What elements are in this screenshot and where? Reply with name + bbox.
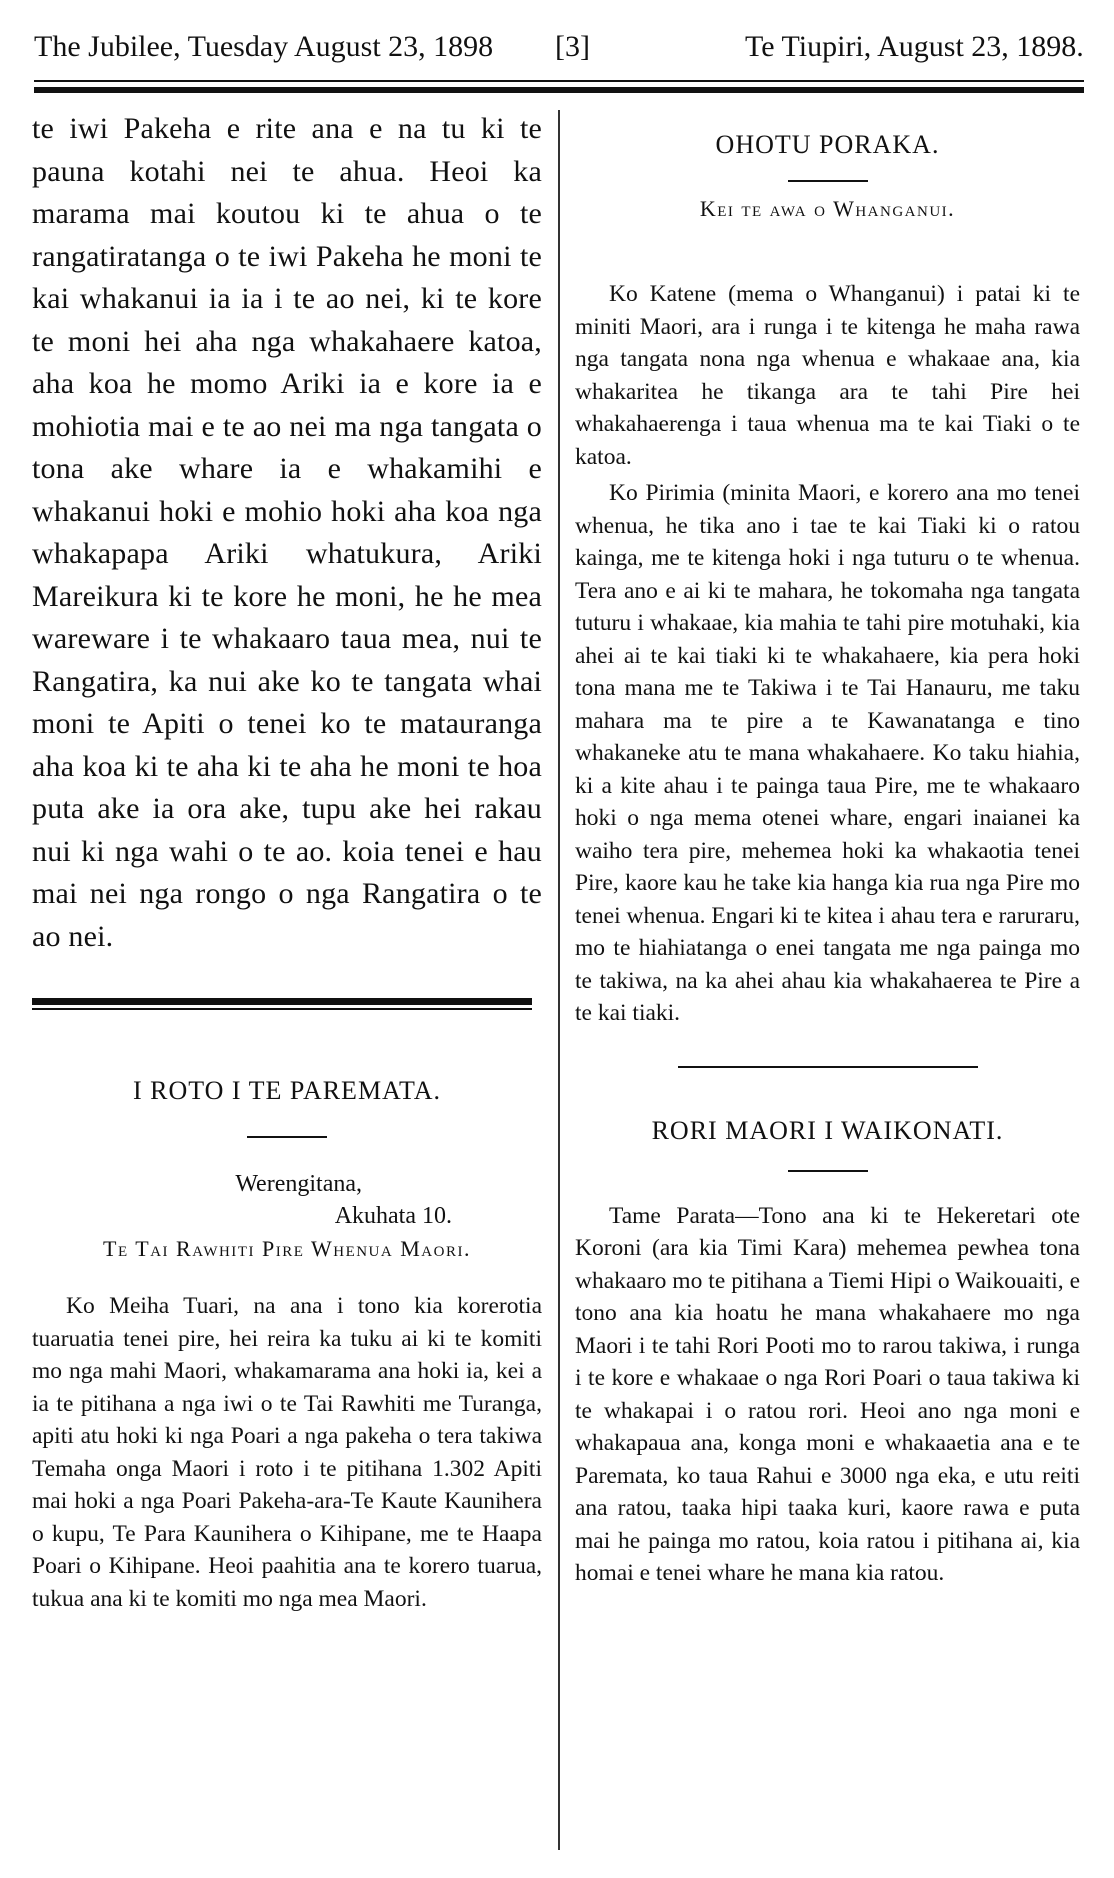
section-heading-paremata: I ROTO I TE PAREMATA. xyxy=(132,1076,442,1105)
column-divider xyxy=(558,110,560,1850)
article-paragraph: Ko Katene (mema o Whanganui) i patai ki te miniti Maori, ara i runga i te kitenga he maha rawa nga tangata nona nga whenua e whakaae ana, kia whakaritea he tikanga ara te tahi Pire hei whakahaerenga i taua whenua ma te kai Tiaki o te katoa. xyxy=(575,281,1080,470)
article-paragraph: Tame Parata—Tono ana ki te Hekeretari ote Koroni (ara kia Timi Kara) mehemea pewhea tona whakaaro mo te pitihana a Tiemi Hipi o Waikouaiti, e tono ana kia hoatu he mana whakahaere mo nga Maori i te tahi Rori Pooti mo to rarou takiwa, i runga i te kore e whakaae o nga Rori Poari o taua takiwa ki te whakapai i o ratou rori. Heoi ano nga moni e whakapaua ana, konga moni e whakaaetia ana e te Paremata, ko taua Rahui e 3000 nga eka, e utu reiti ana ratou, taaka hipi taaka kuri, kaore rawa e puta mai he painga mo ratou, koia ratou i pitihana ai, kia homai e tenei whare he mana kia ratou. xyxy=(575,1202,1080,1586)
article-subheading: Te Tai Rawhiti Pire Whenua Maori. xyxy=(103,1236,471,1261)
section-divider xyxy=(32,998,542,1014)
masthead-maori-title: Te Tiupiri, August 23, 1898. xyxy=(745,30,1084,63)
dateline-place: Werengitana, xyxy=(235,1171,362,1197)
masthead xyxy=(0,0,1114,110)
section-subheading-whanganui: Kei te awa o Whanganui. xyxy=(699,196,956,221)
article-paragraph: Ko Meiha Tuari, na ana i tono kia korerotia tuaruatia tenei pire, hei reira ka tuku ai ki te komiti mo nga mahi Maori, whakamarama ana hoki ia, kei a ia te pitihana a nga iwi o te Tai Rawhiti me Turanga, apiti atu hoki ki nga Poari a nga pakeha o tera takiwa Temaha onga Maori i roto i te pitihana 1.302 Apiti mai hoki a nga Poari Pakeha-ara-Te Kaute Kaunihera o kupu, Te Para Kaunihera o Kihipane, me te Haapa Poari o Kihipane. Heoi paahitia ana te korero tuarua, tukua ana ki te komiti mo nga mea Maori. xyxy=(32,1293,542,1612)
masthead-rule-thin xyxy=(34,80,1084,82)
article-paragraph: Ko Pirimia (minita Maori, e korero ana mo tenei whenua, he tika ano i tae te kai Tiaki ki o ratou kainga, me te kitenga hoki i nga tuturu o te whenua. Tera ano e ai ki te mahara, he tokomaha nga tangata tuturu i whakaae, kia mahia te tahi pire motuhaki, kia ahei ai te kai tiaki ki te whakahaere, kia pera hoki tona mana me te Takiwa i te Tai Hanauru, me taku mahara ma te pire a te Kawanatanga e tino whakaneke atu te mana whakahaere. Ko taku hiahia, ki a kite ahau i te painga taua Pire, me te whakaaro hoki o nga mema otenei whare, engari inaianei ka waiho tera pire, mehemea hoki ka whakaotia tenei Pire, kaore kau he take kia hanga kia rua nga Pire mo tenei whenua. Engari ki te kitea i ahau tera e raruraru, mo te hiahiatanga o enei tangata me nga painga mo te takiwa, na ka ahei ahau kia whakahaerea te Pire a te kai tiaki. xyxy=(575,480,1080,1026)
masthead-rule-thick xyxy=(34,87,1084,93)
section-heading-rori-maori: RORI MAORI I WAIKONATI. xyxy=(651,1115,1004,1145)
continued-article-text: te iwi Pakeha e rite ana e na tu ki te pauna kotahi nei te ahua. Heoi ka marama mai koutou ki te ahua o te rangatiratanga o te iwi Pakeha he moni te kai whakanui ia ia i te ao nei, ki te kore te moni hei aha nga whakahaere katoa, aha koa he momo Ariki ia e kore ia e mohiotia mai e te ao nei ma nga tangata o tona ake whare ia e whakamihi e whakanui hoki e mohio hoki aha koa nga whakapapa Ariki whatukura, Ariki Mareikura ki te kore he moni, he he mea wareware i te whakaaro taua mea, nui te Rangatira, ka nui ake ko te tangata whai moni te Apiti o tenei ko te matauranga aha koa ki te aha ki te aha he moni te hoa puta ake ia ora ake, tupu ake hei rakau nui ki nga wahi o te ao. koia tenei e hau mai nei nga rongo o nga Rangatira o te ao nei. xyxy=(32,112,542,953)
section-heading-ohotu-poraka: OHOTU PORAKA. xyxy=(715,130,940,159)
masthead-english-title: The Jubilee, Tuesday August 23, 1898 xyxy=(34,30,494,63)
right-column xyxy=(575,130,1080,1590)
page-number: [3] xyxy=(555,30,590,63)
left-column xyxy=(32,108,542,1615)
dateline-date: Akuhata 10. xyxy=(334,1203,452,1229)
